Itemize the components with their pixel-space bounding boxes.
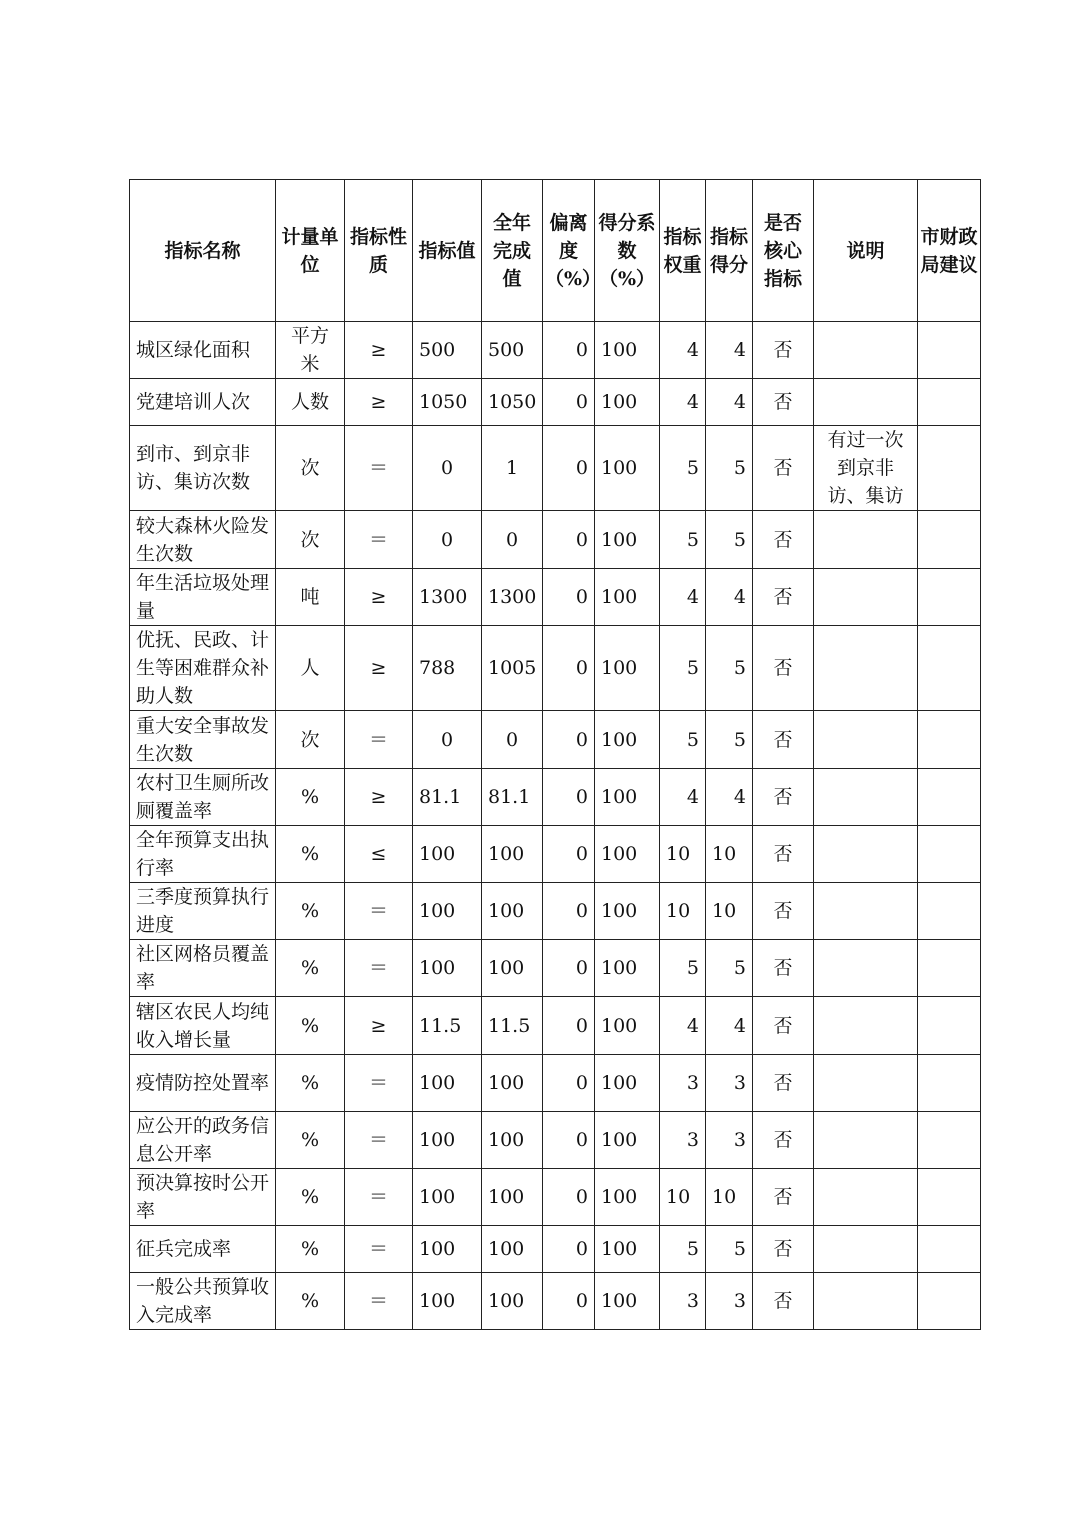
- cell-score-coefficient: 100: [595, 426, 660, 511]
- cell-indicator-name: 城区绿化面积: [130, 322, 276, 379]
- cell-deviation: 0: [543, 883, 595, 940]
- cell-weight: 5: [660, 1226, 706, 1273]
- cell-unit: 平方米: [276, 322, 345, 379]
- cell-score-coefficient: 100: [595, 1273, 660, 1330]
- cell-indicator-name: 优抚、民政、计生等困难群众补助人数: [130, 626, 276, 711]
- cell-unit: 吨: [276, 569, 345, 626]
- table-row: [130, 626, 981, 711]
- cell-deviation: 0: [543, 379, 595, 426]
- cell-score: 10: [706, 883, 753, 940]
- header-weight: 指标权重: [660, 180, 706, 322]
- cell-finance-advice: [918, 322, 981, 379]
- cell-weight: 10: [660, 1169, 706, 1226]
- cell-indicator-name: 三季度预算执行进度: [130, 883, 276, 940]
- cell-is-core: 否: [753, 711, 814, 769]
- cell-actual-value: 1300: [482, 569, 543, 626]
- table-row: [130, 426, 981, 511]
- cell-target-value: 1300: [413, 569, 482, 626]
- cell-score: 5: [706, 1226, 753, 1273]
- cell-finance-advice: [918, 1055, 981, 1112]
- cell-actual-value: 100: [482, 1226, 543, 1273]
- cell-indicator-name: 重大安全事故发生次数: [130, 711, 276, 769]
- cell-nature: ＝: [345, 1226, 413, 1273]
- cell-deviation: 0: [543, 1226, 595, 1273]
- cell-finance-advice: [918, 826, 981, 883]
- cell-unit: %: [276, 1273, 345, 1330]
- cell-note: [814, 569, 918, 626]
- cell-score: 4: [706, 379, 753, 426]
- cell-unit: %: [276, 940, 345, 997]
- cell-note: [814, 1226, 918, 1273]
- cell-score: 10: [706, 826, 753, 883]
- cell-score: 4: [706, 769, 753, 826]
- cell-nature: ＝: [345, 1112, 413, 1169]
- cell-score-coefficient: 100: [595, 826, 660, 883]
- cell-is-core: 否: [753, 997, 814, 1055]
- cell-target-value: 11.5: [413, 997, 482, 1055]
- cell-deviation: 0: [543, 1169, 595, 1226]
- table-row: [130, 569, 981, 626]
- header-target-value: 指标值: [413, 180, 482, 322]
- cell-actual-value: 1: [482, 426, 543, 511]
- cell-is-core: 否: [753, 511, 814, 569]
- cell-unit: %: [276, 997, 345, 1055]
- cell-score-coefficient: 100: [595, 997, 660, 1055]
- cell-actual-value: 100: [482, 1112, 543, 1169]
- cell-finance-advice: [918, 1273, 981, 1330]
- cell-weight: 4: [660, 997, 706, 1055]
- cell-deviation: 0: [543, 997, 595, 1055]
- cell-score: 5: [706, 626, 753, 711]
- cell-actual-value: 100: [482, 1055, 543, 1112]
- cell-nature: ＝: [345, 511, 413, 569]
- header-deviation: 偏离度（%）: [543, 180, 595, 322]
- cell-weight: 5: [660, 426, 706, 511]
- cell-indicator-name: 预决算按时公开率: [130, 1169, 276, 1226]
- cell-actual-value: 0: [482, 711, 543, 769]
- cell-target-value: 788: [413, 626, 482, 711]
- cell-score-coefficient: 100: [595, 940, 660, 997]
- cell-indicator-name: 一般公共预算收入完成率: [130, 1273, 276, 1330]
- table-row: [130, 322, 981, 379]
- cell-actual-value: 1050: [482, 379, 543, 426]
- cell-note: [814, 1112, 918, 1169]
- table-row: [130, 1273, 981, 1330]
- cell-note: [814, 826, 918, 883]
- cell-nature: ＝: [345, 883, 413, 940]
- table-row: [130, 1169, 981, 1226]
- cell-weight: 4: [660, 769, 706, 826]
- cell-actual-value: 100: [482, 940, 543, 997]
- cell-nature: ＝: [345, 1169, 413, 1226]
- cell-target-value: 1050: [413, 379, 482, 426]
- cell-unit: %: [276, 1055, 345, 1112]
- cell-unit: %: [276, 1169, 345, 1226]
- cell-target-value: 100: [413, 940, 482, 997]
- cell-score: 5: [706, 511, 753, 569]
- header-indicator-name: 指标名称: [130, 180, 276, 322]
- cell-finance-advice: [918, 626, 981, 711]
- cell-unit: 次: [276, 426, 345, 511]
- cell-unit: %: [276, 769, 345, 826]
- cell-finance-advice: [918, 1226, 981, 1273]
- cell-is-core: 否: [753, 769, 814, 826]
- cell-score-coefficient: 100: [595, 711, 660, 769]
- cell-score: 5: [706, 711, 753, 769]
- cell-finance-advice: [918, 1169, 981, 1226]
- cell-nature: ≥: [345, 322, 413, 379]
- cell-indicator-name: 年生活垃圾处理量: [130, 569, 276, 626]
- cell-is-core: 否: [753, 826, 814, 883]
- cell-score-coefficient: 100: [595, 322, 660, 379]
- cell-weight: 5: [660, 711, 706, 769]
- header-note: 说明: [814, 180, 918, 322]
- table-row: [130, 997, 981, 1055]
- cell-weight: 4: [660, 322, 706, 379]
- cell-unit: 次: [276, 711, 345, 769]
- cell-indicator-name: 征兵完成率: [130, 1226, 276, 1273]
- cell-deviation: 0: [543, 511, 595, 569]
- cell-score-coefficient: 100: [595, 569, 660, 626]
- cell-target-value: 0: [413, 711, 482, 769]
- cell-actual-value: 100: [482, 883, 543, 940]
- cell-target-value: 0: [413, 511, 482, 569]
- cell-is-core: 否: [753, 379, 814, 426]
- cell-note: [814, 997, 918, 1055]
- cell-nature: ≥: [345, 379, 413, 426]
- cell-unit: 人: [276, 626, 345, 711]
- cell-is-core: 否: [753, 1112, 814, 1169]
- cell-nature: ≥: [345, 569, 413, 626]
- header-score-coefficient: 得分系数（%）: [595, 180, 660, 322]
- header-is-core: 是否核心指标: [753, 180, 814, 322]
- cell-target-value: 100: [413, 1169, 482, 1226]
- cell-finance-advice: [918, 940, 981, 997]
- cell-score-coefficient: 100: [595, 1169, 660, 1226]
- cell-score: 3: [706, 1273, 753, 1330]
- cell-finance-advice: [918, 883, 981, 940]
- cell-target-value: 81.1: [413, 769, 482, 826]
- cell-weight: 5: [660, 626, 706, 711]
- cell-finance-advice: [918, 1112, 981, 1169]
- cell-actual-value: 11.5: [482, 997, 543, 1055]
- cell-nature: ＝: [345, 711, 413, 769]
- cell-target-value: 100: [413, 1055, 482, 1112]
- table-row: [130, 379, 981, 426]
- cell-is-core: 否: [753, 569, 814, 626]
- cell-note: [814, 322, 918, 379]
- cell-nature: ≥: [345, 769, 413, 826]
- cell-note: [814, 1273, 918, 1330]
- cell-finance-advice: [918, 769, 981, 826]
- table-row: [130, 1055, 981, 1112]
- cell-unit: %: [276, 883, 345, 940]
- cell-note: [814, 883, 918, 940]
- cell-nature: ＝: [345, 426, 413, 511]
- cell-actual-value: 100: [482, 1273, 543, 1330]
- cell-indicator-name: 应公开的政务信息公开率: [130, 1112, 276, 1169]
- cell-deviation: 0: [543, 569, 595, 626]
- cell-score-coefficient: 100: [595, 626, 660, 711]
- cell-weight: 5: [660, 511, 706, 569]
- cell-unit: 人数: [276, 379, 345, 426]
- cell-indicator-name: 社区网格员覆盖率: [130, 940, 276, 997]
- cell-actual-value: 100: [482, 826, 543, 883]
- cell-weight: 5: [660, 940, 706, 997]
- cell-is-core: 否: [753, 1169, 814, 1226]
- cell-note: [814, 769, 918, 826]
- cell-target-value: 500: [413, 322, 482, 379]
- table-row: [130, 769, 981, 826]
- cell-score: 5: [706, 426, 753, 511]
- table-row: [130, 940, 981, 997]
- cell-finance-advice: [918, 426, 981, 511]
- cell-is-core: 否: [753, 940, 814, 997]
- table-body: [130, 322, 981, 1330]
- cell-finance-advice: [918, 379, 981, 426]
- cell-weight: 10: [660, 826, 706, 883]
- cell-weight: 4: [660, 569, 706, 626]
- cell-deviation: 0: [543, 826, 595, 883]
- cell-score-coefficient: 100: [595, 883, 660, 940]
- cell-nature: ≥: [345, 626, 413, 711]
- cell-deviation: 0: [543, 711, 595, 769]
- cell-deviation: 0: [543, 1273, 595, 1330]
- cell-nature: ≥: [345, 997, 413, 1055]
- cell-actual-value: 1005: [482, 626, 543, 711]
- header-score: 指标得分: [706, 180, 753, 322]
- cell-target-value: 100: [413, 1112, 482, 1169]
- cell-score-coefficient: 100: [595, 511, 660, 569]
- cell-unit: %: [276, 1112, 345, 1169]
- cell-nature: ＝: [345, 940, 413, 997]
- cell-actual-value: 100: [482, 1169, 543, 1226]
- cell-note: [814, 626, 918, 711]
- cell-target-value: 100: [413, 1226, 482, 1273]
- cell-score-coefficient: 100: [595, 379, 660, 426]
- performance-indicator-table: [129, 179, 981, 1330]
- cell-finance-advice: [918, 511, 981, 569]
- cell-unit: %: [276, 1226, 345, 1273]
- table-row: [130, 1112, 981, 1169]
- cell-score: 4: [706, 569, 753, 626]
- cell-score-coefficient: 100: [595, 1226, 660, 1273]
- cell-is-core: 否: [753, 626, 814, 711]
- cell-finance-advice: [918, 569, 981, 626]
- cell-indicator-name: 党建培训人次: [130, 379, 276, 426]
- cell-score-coefficient: 100: [595, 1112, 660, 1169]
- cell-note: [814, 940, 918, 997]
- cell-indicator-name: 较大森林火险发生次数: [130, 511, 276, 569]
- cell-deviation: 0: [543, 322, 595, 379]
- header-nature: 指标性质: [345, 180, 413, 322]
- cell-score: 3: [706, 1112, 753, 1169]
- cell-target-value: 100: [413, 1273, 482, 1330]
- header-actual-value: 全年完成值: [482, 180, 543, 322]
- cell-is-core: 否: [753, 883, 814, 940]
- cell-deviation: 0: [543, 940, 595, 997]
- table-row: [130, 511, 981, 569]
- table-header-row: [130, 180, 981, 322]
- cell-indicator-name: 农村卫生厕所改厕覆盖率: [130, 769, 276, 826]
- cell-nature: ＝: [345, 1273, 413, 1330]
- cell-target-value: 100: [413, 826, 482, 883]
- cell-actual-value: 0: [482, 511, 543, 569]
- cell-indicator-name: 全年预算支出执行率: [130, 826, 276, 883]
- cell-indicator-name: 辖区农民人均纯收入增长量: [130, 997, 276, 1055]
- table-row: [130, 826, 981, 883]
- cell-nature: ≤: [345, 826, 413, 883]
- cell-indicator-name: 到市、到京非访、集访次数: [130, 426, 276, 511]
- cell-is-core: 否: [753, 1226, 814, 1273]
- header-unit: 计量单位: [276, 180, 345, 322]
- header-finance-advice: 市财政局建议: [918, 180, 981, 322]
- cell-note: [814, 379, 918, 426]
- table-row: [130, 1226, 981, 1273]
- cell-score: 5: [706, 940, 753, 997]
- cell-weight: 10: [660, 883, 706, 940]
- cell-weight: 4: [660, 379, 706, 426]
- cell-is-core: 否: [753, 1055, 814, 1112]
- cell-note: [814, 1169, 918, 1226]
- cell-score: 4: [706, 322, 753, 379]
- cell-score-coefficient: 100: [595, 769, 660, 826]
- cell-unit: 次: [276, 511, 345, 569]
- cell-actual-value: 81.1: [482, 769, 543, 826]
- cell-is-core: 否: [753, 322, 814, 379]
- cell-target-value: 100: [413, 883, 482, 940]
- cell-actual-value: 500: [482, 322, 543, 379]
- cell-is-core: 否: [753, 1273, 814, 1330]
- cell-note: [814, 711, 918, 769]
- cell-note: [814, 511, 918, 569]
- cell-score: 3: [706, 1055, 753, 1112]
- cell-weight: 3: [660, 1112, 706, 1169]
- cell-indicator-name: 疫情防控处置率: [130, 1055, 276, 1112]
- cell-unit: %: [276, 826, 345, 883]
- table-row: [130, 883, 981, 940]
- cell-deviation: 0: [543, 1112, 595, 1169]
- cell-deviation: 0: [543, 426, 595, 511]
- cell-is-core: 否: [753, 426, 814, 511]
- cell-deviation: 0: [543, 1055, 595, 1112]
- cell-deviation: 0: [543, 769, 595, 826]
- cell-target-value: 0: [413, 426, 482, 511]
- cell-finance-advice: [918, 997, 981, 1055]
- cell-weight: 3: [660, 1273, 706, 1330]
- cell-note: [814, 1055, 918, 1112]
- cell-note: 有过一次到京非访、集访: [814, 426, 918, 511]
- cell-weight: 3: [660, 1055, 706, 1112]
- cell-deviation: 0: [543, 626, 595, 711]
- cell-score: 4: [706, 997, 753, 1055]
- cell-finance-advice: [918, 711, 981, 769]
- table-row: [130, 711, 981, 769]
- cell-score-coefficient: 100: [595, 1055, 660, 1112]
- cell-nature: ＝: [345, 1055, 413, 1112]
- cell-score: 10: [706, 1169, 753, 1226]
